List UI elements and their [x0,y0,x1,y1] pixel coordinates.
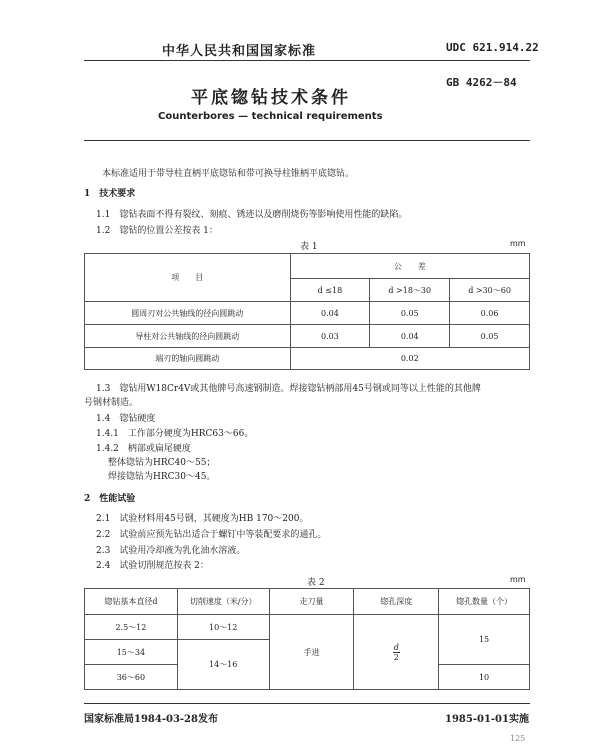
item-1-1: 1.1 锪钻表面不得有裂纹、刻痕、锈迹以及磨削烧伤等影响使用性能的缺陷。 [96,210,408,220]
item-1-3-line2: 号钢材制造。 [84,398,139,408]
item-2-3: 2.3 试验用冷却液为乳化油水溶液。 [96,546,246,556]
item-2-1: 2.1 试验材料用45号钢，其硬度为HB 170～200。 [96,514,309,524]
table-1 [84,253,530,370]
table-2-unit: mm [510,575,526,584]
item-1-3-line1: 1.3 锪钻用W18Cr4V或其他牌号高速钢制造。焊接锪钻柄部用45号钢或同等以上性能的其他牌 [96,384,481,394]
table-1-caption: 表 1 [300,242,318,252]
table-2-count: 10 [439,665,530,690]
item-2-4: 2.4 试验切削规范按表 2： [96,561,209,571]
item-1-2: 1.2 锪钻的位置公差按表 1： [96,226,218,236]
gb-number: GB 4262－84 [446,76,517,89]
table-row [85,348,530,370]
footer-rule [84,703,530,704]
document-subtitle-en: Counterbores — technical requirements [158,111,383,122]
depth-numerator: d [393,642,399,652]
section-1-heading: 1 技术要求 [84,189,136,199]
table-1-col-header: d >18～30 [370,279,450,302]
depth-denominator: 2 [393,652,399,662]
hardness-welded: 焊接锪钻为HRC30～45。 [108,472,216,482]
table-1-cell: 0.04 [370,325,450,348]
table-row [85,325,530,348]
hardness-integral: 整体锪钻为HRC40～55； [108,458,216,468]
title-rule [84,140,530,141]
table-1-col-header: d >30～60 [450,279,530,302]
table-2-diameter: 15～34 [85,640,178,665]
table-2-header: 走刀量 [269,589,354,615]
table-2-count: 15 [439,615,530,665]
table-1-col-header: d ≤18 [290,279,370,302]
table-1-row-label: 圆周刃对公共轴线的径向圆跳动 [85,302,291,325]
page-number: 125 [510,734,526,743]
table-2-header: 锪孔深度 [354,589,439,615]
table-1-row-label: 导柱对公共轴线的径向圆跳动 [85,325,291,348]
intro-paragraph: 本标准适用于带导柱直柄平底锪钻和带可换导柱锥柄平底锪钻。 [102,169,355,179]
table-2 [84,588,530,690]
table-1-header-tolerance: 公 差 [290,254,530,279]
table-row [85,302,530,325]
table-2-caption: 表 2 [307,578,325,588]
item-2-2: 2.2 试验前应预先钻出适合于螺钉中等装配要求的通孔。 [96,530,327,540]
table-2-speed: 14～16 [177,640,269,690]
table-2-diameter: 36～60 [85,665,178,690]
table-1-cell: 0.02 [290,348,530,370]
table-2-header: 锪孔数量（个） [439,589,530,615]
item-1-4-2: 1.4.2 柄部或扁尾硬度 [96,444,191,454]
document-title: 平底锪钻技术条件 [191,88,351,108]
implementation-date: 1985-01-01实施 [445,714,529,725]
table-2-depth [354,615,439,690]
table-2-speed: 10～12 [177,615,269,640]
header-rule [84,60,530,61]
depth-fraction [393,643,400,662]
section-2-heading: 2 性能试验 [84,494,136,504]
table-2-diameter: 2.5～12 [85,615,178,640]
item-1-4: 1.4 锪钻硬度 [96,414,156,424]
table-1-unit: mm [510,239,526,248]
table-1-header-item: 项 目 [85,254,291,302]
udc-code: UDC 621.914.22 [446,41,539,54]
item-1-4-1: 1.4.1 工作部分硬度为HRC63～66。 [96,429,254,439]
table-2-feed: 手进 [269,615,354,690]
table-1-cell: 0.04 [290,302,370,325]
table-1-cell: 0.03 [290,325,370,348]
table-row [85,615,530,640]
table-2-header: 锪钻基本直径d [85,589,178,615]
table-1-row-label: 端刃的轴向圆跳动 [85,348,291,370]
national-standard-title: 中华人民共和国国家标准 [162,44,317,59]
table-1-cell: 0.05 [450,325,530,348]
table-2-header: 切削速度（米/分） [177,589,269,615]
table-1-cell: 0.06 [450,302,530,325]
issue-date: 国家标准局1984-03-28发布 [84,714,218,725]
table-1-cell: 0.05 [370,302,450,325]
